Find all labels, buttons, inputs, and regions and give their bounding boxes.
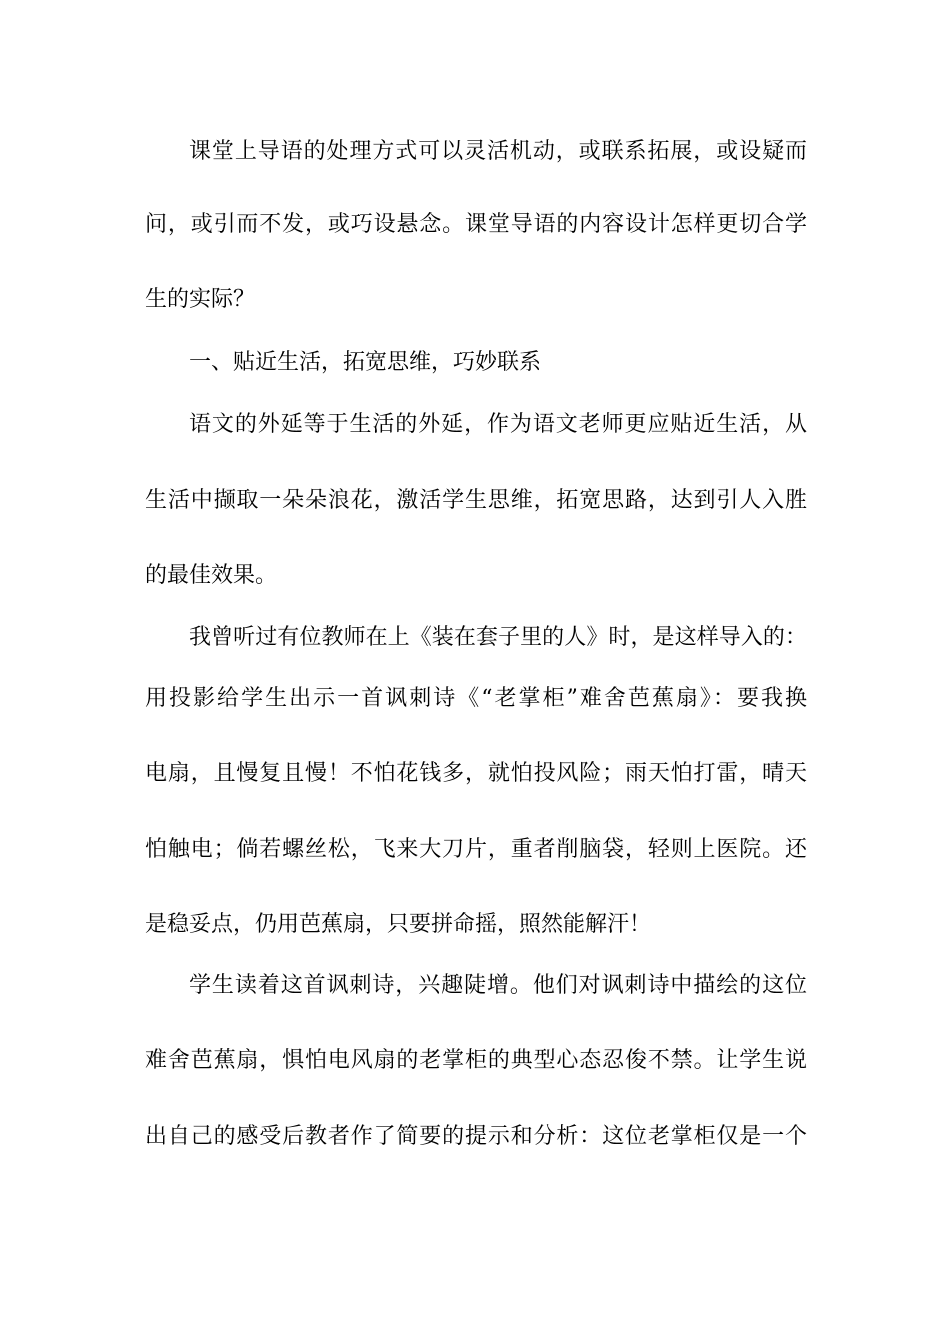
- paragraph-line: 怕触电；倘若螺丝松，飞来大刀片，重者削脑袋，轻则上医院。还: [145, 837, 807, 862]
- section-heading: 一、贴近生活，拓宽思维，巧妙联系: [189, 350, 542, 375]
- paragraph-line: 生的实际？: [145, 287, 256, 312]
- paragraph-line: 生活中撷取一朵朵浪花，激活学生思维，拓宽思路，达到引人入胜: [145, 488, 807, 513]
- paragraph-line: 学生读着这首讽刺诗，兴趣陡增。他们对讽刺诗中描绘的这位: [189, 973, 807, 998]
- paragraph-line: 难舍芭蕉扇，惧怕电风扇的老掌柜的典型心态忍俊不禁。让学生说: [145, 1048, 807, 1073]
- paragraph-line: 电扇，且慢复且慢！不怕花钱多，就怕投风险；雨天怕打雷，晴天: [145, 761, 807, 786]
- paragraph-line: 用投影给学生出示一首讽刺诗《“老掌柜”难舍芭蕉扇》：要我换: [145, 686, 807, 711]
- paragraph-line: 的最佳效果。: [145, 563, 278, 588]
- paragraph-line: 语文的外延等于生活的外延，作为语文老师更应贴近生活，从: [189, 412, 807, 437]
- paragraph-line: 出自己的感受后教者作了简要的提示和分析：这位老掌柜仅是一个: [145, 1124, 807, 1149]
- paragraph-line: 问，或引而不发，或巧设悬念。课堂导语的内容设计怎样更切合学: [145, 212, 807, 237]
- paragraph-line: 课堂上导语的处理方式可以灵活机动，或联系拓展，或设疑而: [189, 139, 807, 164]
- paragraph-line: 我曾听过有位教师在上《装在套子里的人》时，是这样导入的：: [189, 625, 807, 650]
- paragraph-line: 是稳妥点，仍用芭蕉扇，只要拼命摇，照然能解汗！: [145, 912, 652, 937]
